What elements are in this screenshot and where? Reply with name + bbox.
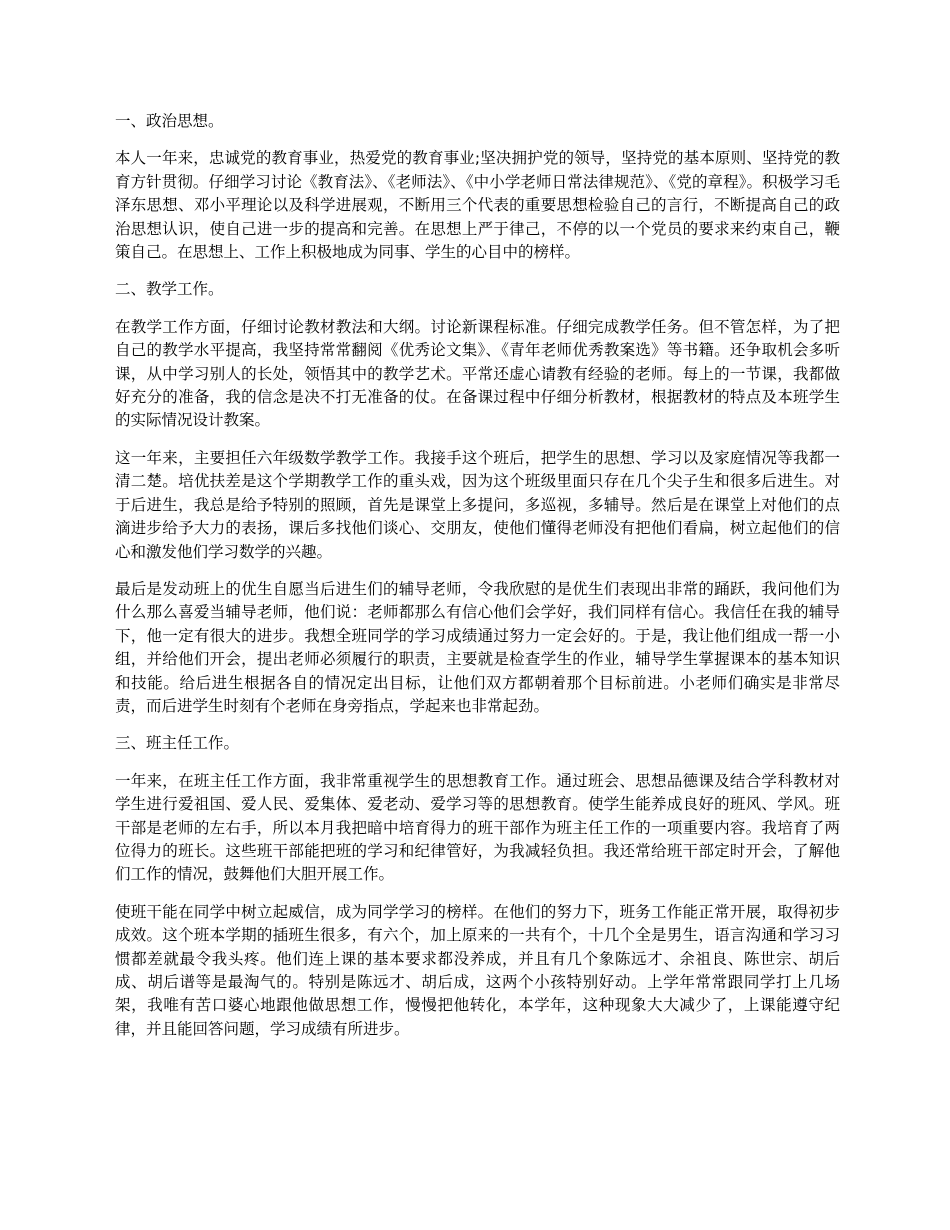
paragraph-grade-six-math: 这一年来，主要担任六年级数学教学工作。我接手这个班后，把学生的思想、学习以及家庭情况等我都一清二楚。培优扶差是这个学期教学工作的重头戏，因为这个班级里面只存在几个尖子生和很多后进生。对于后进生，我总是给予特别的照顾，首先是课堂上多提问，多巡视，多辅导。然后是在课堂上对他们的点滴进步给予大力的表扬，课后多找他们谈心、交朋友，使他们懂得老师没有把他们看扁，树立起他们的信心和激发他们学习数学的兴趣。 <box>115 448 840 561</box>
section-heading-teaching: 二、教学工作。 <box>115 280 224 299</box>
document-body <box>115 110 840 1055</box>
section-heading-class-teacher: 三、班主任工作。 <box>115 734 240 753</box>
paragraph-political-thought: 本人一年来，忠诚党的教育事业，热爱党的教育事业;坚决拥护党的领导，坚持党的基本原则、坚持党的教育方针贯彻。仔细学习讨论《教育法》、《老师法》、《中小学老师日常法律规范》、《党的章程》。积极学习毛泽东思想、邓小平理论以及科学进展观，不断用三个代表的重要思想检验自己的言行，不断提高自己的政治思想认识，使自己进一步的提高和完善。在思想上严于律己，不停的以一个党员的要求来约束自己，鞭策自己。在思想上、工作上积极地成为同事、学生的心目中的榜样。 <box>115 149 840 262</box>
paragraph-class-cadres: 使班干能在同学中树立起威信，成为同学学习的榜样。在他们的努力下，班务工作能正常开展，取得初步成效。这个班本学期的插班生很多，有六个，加上原来的一共有个，十几个全是男生，语言沟通和学习习惯都差就最令我头疼。他们连上课的基本要求都没养成，并且有几个象陈远才、余祖良、陈世宗、胡后成、胡后谱等是最淘气的。特别是陈远才、胡后成，这两个小孩特别好动。上学年常常跟同学打上几场架，我唯有苦口婆心地跟他做思想工作，慢慢把他转化，本学年，这种现象大大减少了，上课能遵守纪律，并且能回答问题，学习成绩有所进步。 <box>115 902 840 1038</box>
paragraph-teaching-methods: 在教学工作方面，仔细讨论教材教法和大纲。讨论新课程标准。仔细完成教学任务。但不管怎样，为了把自己的教学水平提高，我坚持常常翻阅《优秀论文集》、《青年老师优秀教案选》等书籍。还争取机会多听课，从中学习别人的长处，领悟其中的教学艺术。平常还虚心请教有经验的老师。每上的一节课，我都做好充分的准备，我的信念是决不打无准备的仗。在备课过程中仔细分析教材，根据教材的特点及本班学生的实际情况设计教案。 <box>115 317 840 430</box>
paragraph-peer-tutoring: 最后是发动班上的优生自愿当后进生们的辅导老师，令我欣慰的是优生们表现出非常的踊跃，我问他们为什么那么喜爱当辅导老师，他们说：老师都那么有信心他们会学好，我们同样有信心。我信任在我的辅导下，他一定有很大的进步。我想全班同学的学习成绩通过努力一定会好的。于是，我让他们组成一帮一小组，并给他们开会，提出老师必须履行的职责，主要就是检查学生的作业，辅导学生掌握课本的基本知识和技能。给后进生根据各自的情况定出目标，让他们双方都朝着那个目标前进。小老师们确实是非常尽责，而后进学生时刻有个老师在身旁指点，学起来也非常起劲。 <box>115 579 840 715</box>
paragraph-moral-education: 一年来，在班主任工作方面，我非常重视学生的思想教育工作。通过班会、思想品德课及结合学科教材对学生进行爱祖国、爱人民、爱集体、爱老动、爱学习等的思想教育。使学生能养成良好的班风、学风。班干部是老师的左右手，所以本月我把暗中培育得力的班干部作为班主任工作的一项重要内容。我培育了两位得力的班长。这些班干部能把班的学习和纪律管好，为我减轻负担。我还常给班干部定时开会，了解他们工作的情况，鼓舞他们大胆开展工作。 <box>115 771 840 884</box>
section-heading-political: 一、政治思想。 <box>115 112 224 130</box>
